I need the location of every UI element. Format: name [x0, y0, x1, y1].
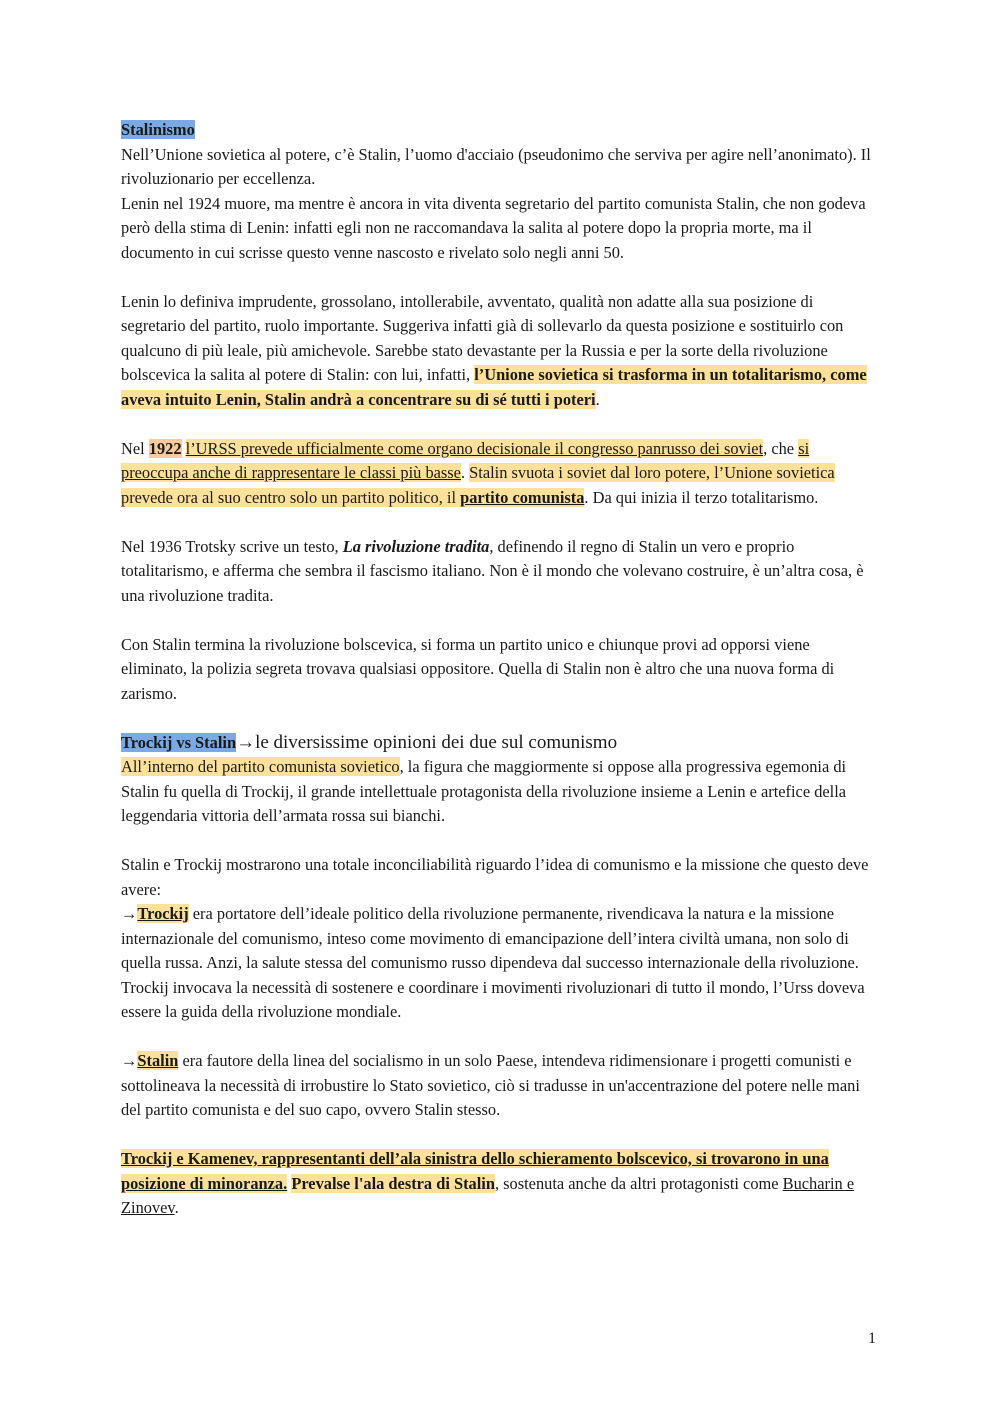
section-title — [121, 118, 876, 143]
highlighted-name: Trockij — [137, 904, 189, 923]
heading-subtitle: →le diversissime opinioni dei due sul comunismo — [236, 731, 618, 753]
book-title: La rivoluzione tradita — [342, 536, 490, 556]
paragraph: Stalin e Trockij mostrarono una totale inconciliabilità riguardo l’idea di comunismo e la missione che questo deve avere: — [121, 855, 869, 899]
highlighted-text: Stalin svuota i soviet dal loro potere, l’Unione sovietica prevede ora al suo centro solo un partito politico, il — [121, 463, 835, 507]
highlighted-text: partito comunista — [460, 487, 585, 507]
text: era fautore della linea del socialismo in un solo Paese, intendeva ridimensionare i progetti comunisti e sottolineava la necessità di irrobustire lo Stato sovietico, ciò si tradusse in un'accentrazione del potere nelle mani del partito comunista e del suo capo, ovvero Stalin stesso. — [121, 1051, 860, 1119]
paragraph — [121, 1049, 876, 1123]
highlighted-text: All’interno del partito comunista sovietico — [121, 757, 400, 776]
highlighted-text: Trockij e Kamenev, rappresentanti dell’ala sinistra dello schieramento bolscevico, si trovarono in una posizione di minoranza. — [121, 1149, 829, 1193]
arrow-icon: → — [121, 904, 138, 923]
text: . — [595, 389, 600, 409]
heading-stalinismo: Stalinismo — [121, 120, 195, 139]
underlined-names: Bucharin e Zinovev — [121, 1173, 855, 1217]
paragraph — [121, 535, 876, 609]
arrow-icon: → — [121, 1051, 138, 1070]
text: , che — [763, 438, 799, 458]
section-trockij-vs-stalin — [121, 731, 876, 1221]
text: Nel 1936 Trotsky scrive un testo, — [121, 536, 343, 556]
paragraph: Con Stalin termina la rivoluzione bolscevica, si forma un partito unico e chiunque provi ad opporsi viene eliminato, la polizia segreta trovava qualsiasi oppositore. Quella di Stalin non è altro che una nuova forma di zarismo. — [121, 634, 835, 703]
paragraph — [121, 290, 876, 413]
section-stalinismo — [121, 118, 876, 706]
paragraph: Nell’Unione sovietica al potere, c’è Stalin, l’uomo d'acciaio (pseudonimo che serviva per agire nell’anonimato). Il rivoluzionario per eccellenza. — [121, 144, 871, 188]
highlighted-text: si preoccupa anche di rappresentare le classi più basse — [121, 438, 810, 482]
paragraph — [121, 755, 876, 829]
paragraph — [121, 1147, 876, 1221]
section-title — [121, 731, 876, 756]
text: Nel — [121, 438, 149, 458]
text: . — [460, 463, 470, 482]
text: era portatore dell’ideale politico della rivoluzione permanente, rivendicava la natura e la missione internazionale del comunismo, inteso come movimento di emancipazione dell’intera civiltà umana, non solo di quella russa. Anzi, la salute stessa del comunismo russo dipendeva dal successo internazionale della rivoluzione. Trockij invocava la necessità di sostenere e coordinare i movimenti rivoluzionari di tutto il mondo, l’Urss doveva essere la guida della rivoluzione mondiale. — [121, 904, 865, 1021]
highlighted-text: Prevalse l'ala destra di Stalin — [291, 1173, 495, 1193]
text: , la figura che maggiormente si oppose alla progressiva egemonia di Stalin fu quella di Trockij, il grande intellettuale protagonista della rivoluzione insieme a Lenin e artefice della leggendaria vittoria dell’armata rossa sui bianchi. — [121, 757, 847, 825]
document-page — [121, 118, 876, 1245]
text: . — [174, 1198, 179, 1217]
highlighted-name: Stalin — [137, 1051, 179, 1070]
paragraph — [121, 437, 876, 511]
highlighted-year: 1922 — [148, 438, 182, 458]
text: , definendo il regno di Stalin un vero e proprio totalitarismo, e afferma che sembra il fascismo italiano. Non è il mondo che volevano costruire, è un’altra cosa, è una rivoluzione tradita. — [121, 536, 864, 605]
paragraph: Lenin nel 1924 muore, ma mentre è ancora in vita diventa segretario del partito comunista Stalin, che non godeva però della stima di Lenin: infatti egli non ne raccomandava la salita al potere dopo la propria morte, ma il documento in cui scrisse questo venne nascosto e rivelato solo negli anni 50. — [121, 193, 866, 262]
heading-trockij-vs-stalin: Trockij vs Stalin — [121, 732, 237, 752]
text: . Da qui inizia il terzo totalitarismo. — [584, 487, 819, 507]
paragraph — [121, 902, 876, 1025]
highlighted-text: l’URSS prevede ufficialmente come organo decisionale il congresso panrusso dei soviet — [185, 438, 764, 458]
page-number: 1 — [868, 1330, 876, 1347]
text: Lenin lo definiva imprudente, grossolano, intollerabile, avventato, qualità non adatte alla sua posizione di segretario del partito, ruolo importante. Suggeriva infatti già di sollevarlo da questa posizione e sostituirlo con qualcuno di più leale, più amichevole. Sarebbe stato devastante per la Russia e per la sorte della rivoluzione bolscevica la salita al potere di Stalin: con lui, infatti, — [121, 291, 844, 384]
text: , sostenuta anche da altri protagonisti come — [494, 1173, 783, 1193]
highlighted-text: l’Unione sovietica si trasforma in un totalitarismo, come aveva intuito Lenin, Stalin andrà a concentrare su di sé tutti i poteri — [121, 365, 867, 409]
